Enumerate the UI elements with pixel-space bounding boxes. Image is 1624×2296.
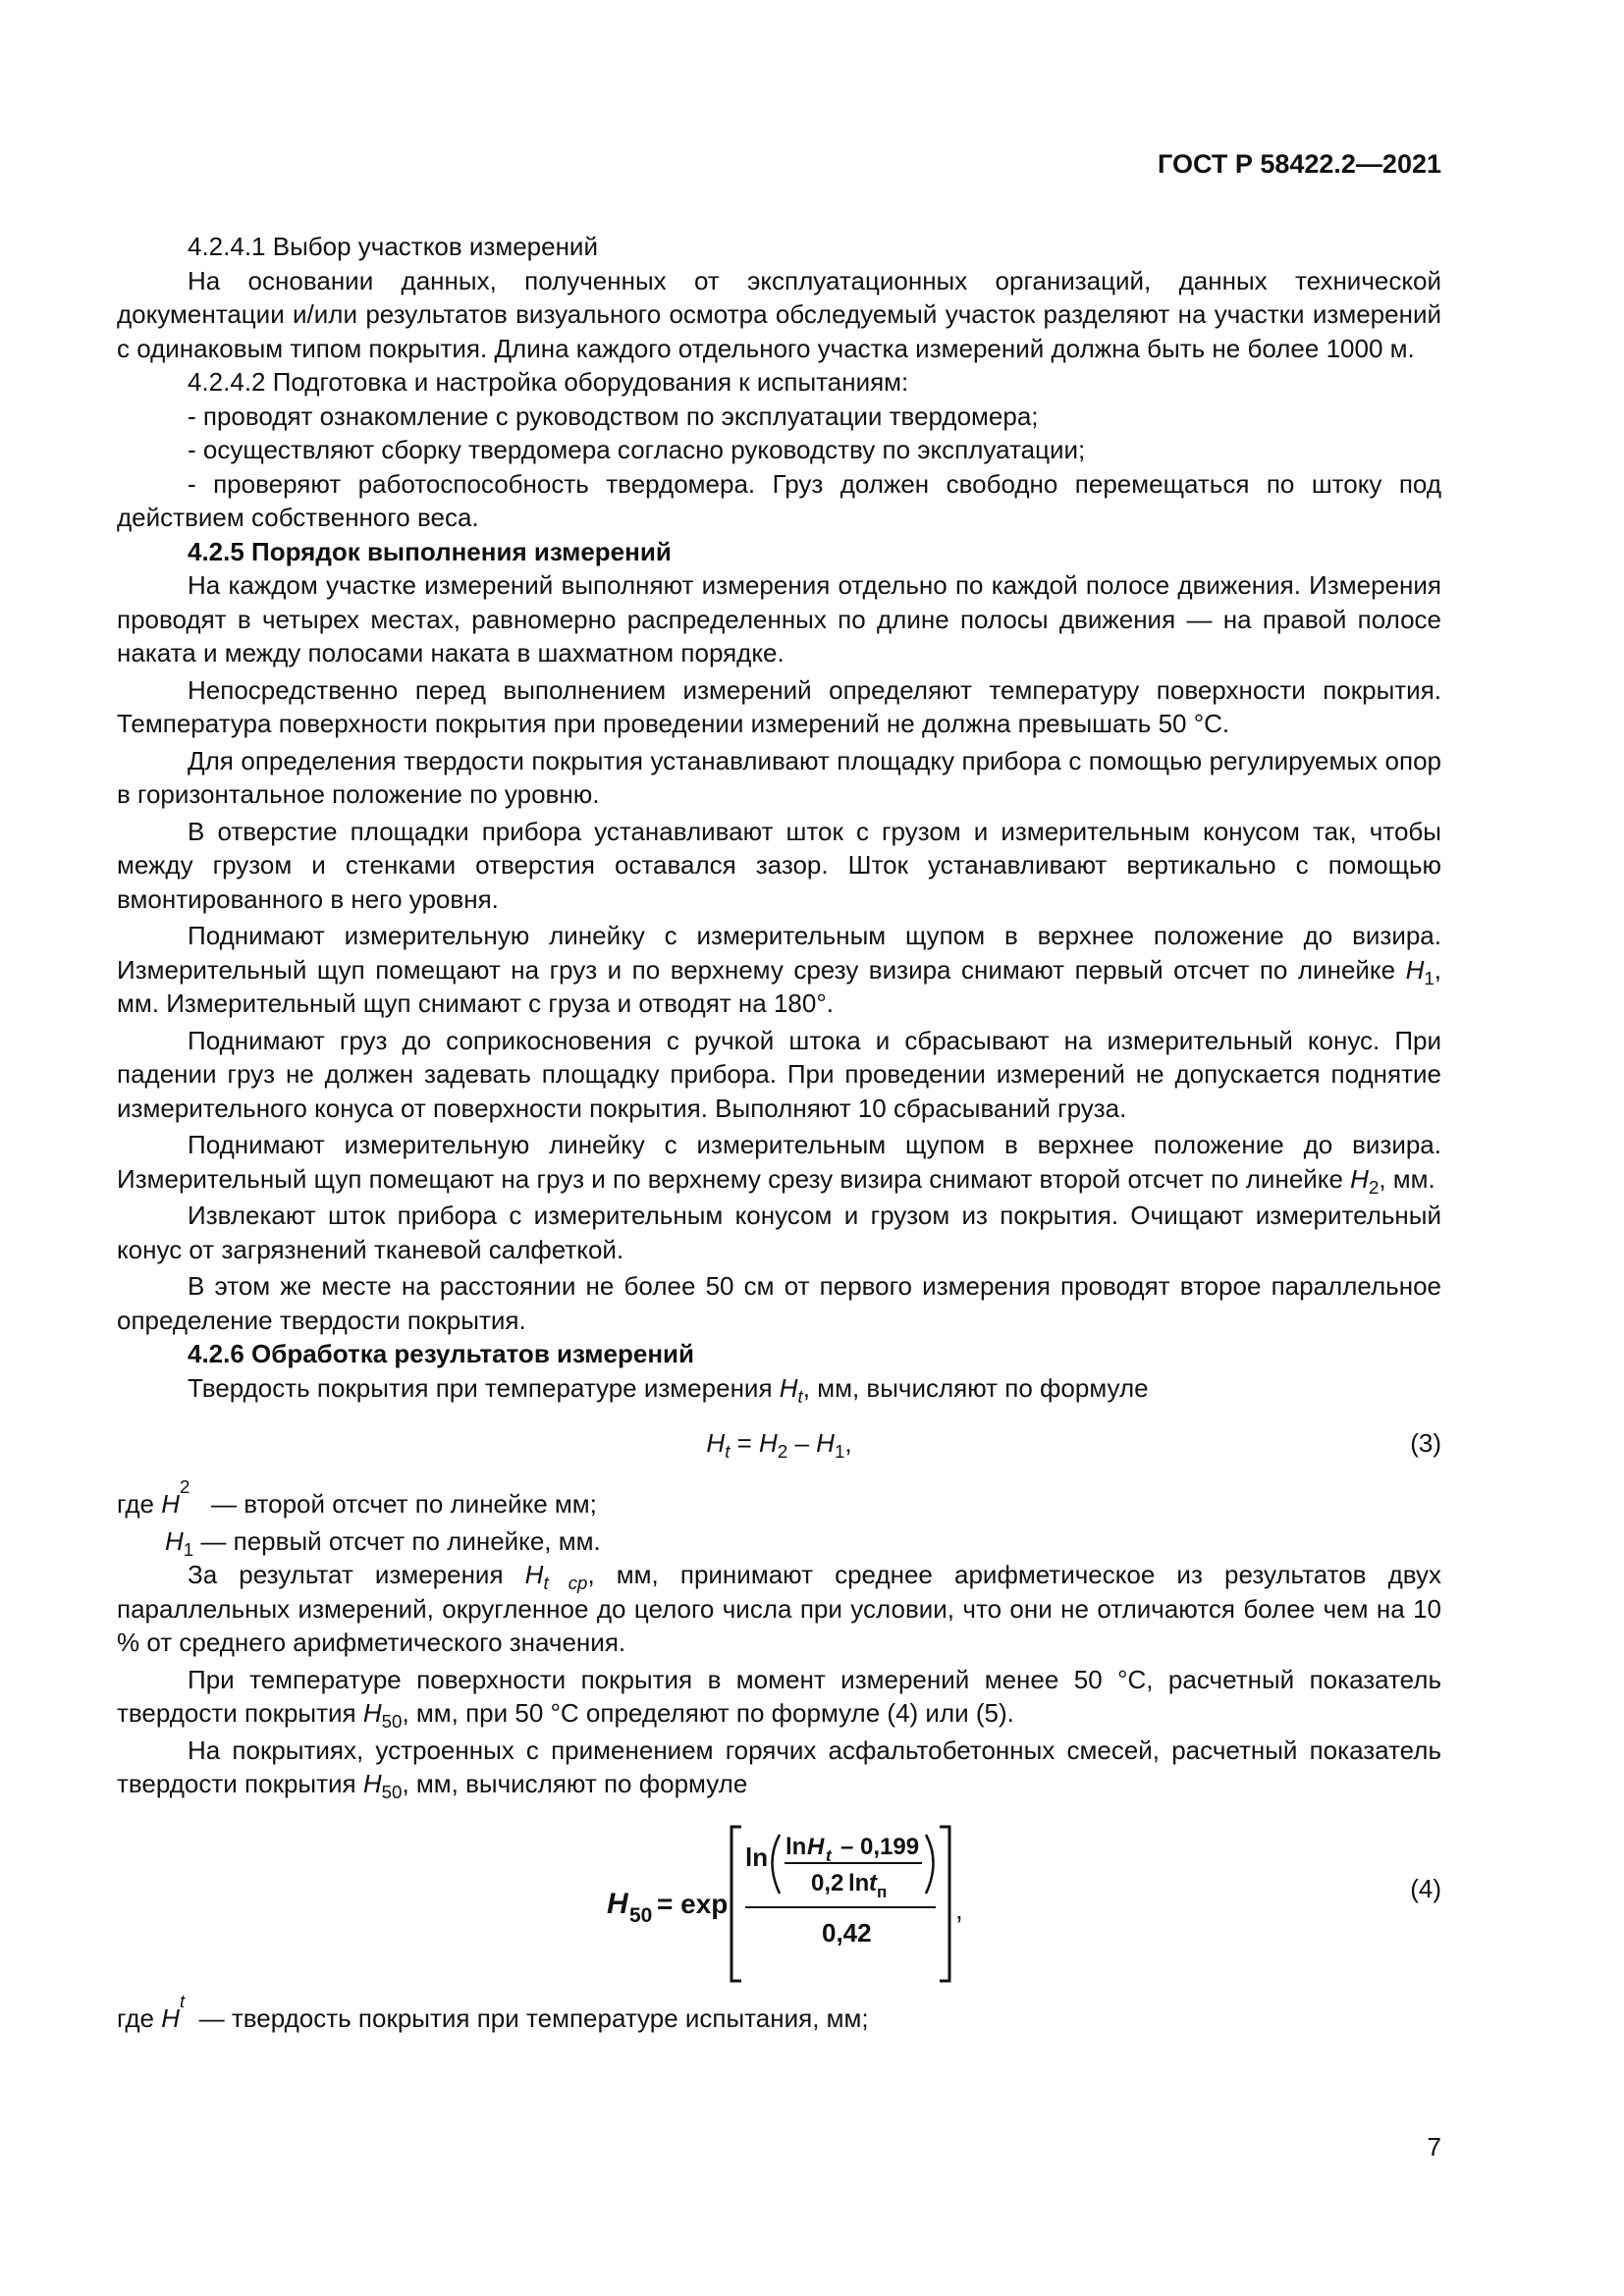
formula-4-graphic [117,1817,1441,1992]
formula-4-inner-den-ln: ln [848,1869,870,1896]
paragraph: Непосредственно перед выполнением измерений определяют температуру поверхности покрытия. Температура поверхности покрытия при проведении измерений не должна превышать 50 °С. [117,674,1441,738]
paragraph: В отверстие площадки прибора устанавливают шток с грузом и измерительным конусом так, чтобы между грузом и стенками отверстия оставался зазор. Шток устанавливают вертикально с помощью вмонтированного в него уровня. [117,816,1441,914]
paragraph: Извлекают шток прибора с измерительным конусом и грузом из покрытия. Очищают измерительный конус от загрязнений тканевой салфеткой. [117,1201,1441,1264]
paragraph: На покрытиях, устроенных с применением горячих асфальтобетонных смесей, расчетный показатель твердости покрытия $H_{50}$, мм, вычисляют по формуле [117,1735,1441,1802]
formula-4-exp: = exp [657,1888,729,1919]
page-number: 7 [1427,2132,1441,2162]
formula-4-inner-den-t-sub: п [877,1882,888,1901]
paragraph: За результат измерения $H_{t ср}$, мм, принимают среднее арифметическое из результатов двух параллельных измерений, округленное до целого числа при условии, что они не отличаются более чем на 10 % от среднего арифметического значения. [117,1560,1441,1657]
list-item: - осуществляют сборку твердомера согласно руководству по эксплуатации; [188,435,1086,464]
formula-4-inner-h: H [807,1833,825,1860]
formula-4 [117,1817,1441,1992]
paragraph: На основании данных, полученных от эксплуатационных организаций, данных технической документации и/или результатов визуального осмотра обследуемый участок разделяют на участки измерений с одинаковым типом покрытия. Длина каждого отдельного участка измерений должна быть не более 1000 м. [117,265,1441,363]
standard-number: ГОСТ Р 58422.2—2021 [1158,149,1441,179]
formula-4-lhs-sub: 50 [629,1903,653,1927]
formula-4-left-bracket [731,1827,741,1981]
page-content [117,230,1441,2035]
formula-4-number: (4) [1410,1873,1441,1903]
formula-4-inner-ln: ln [785,1833,807,1860]
where-h2: где H 2 — второй отсчет по линейке мм; [117,1476,597,1519]
paragraph: Поднимают измерительную линейку с измерительным щупом в верхнее положение до визира. Измерительный щуп помещают на груз и по верхнему срезу визира снимают первый отсчет по линейке $H_1$, мм. Измерительный щуп снимают с груза и отводят на 180°. [117,921,1441,1018]
formula-4-right-paren [926,1835,934,1894]
paragraph: Твердость покрытия при температуре измерения $H_t$, мм, вычисляют по формуле [188,1372,1149,1407]
section-heading-4-2-6: 4.2.6 Обработка результатов измерений [188,1339,694,1368]
where-h1: $H_1$ — первый отсчет по линейке, мм. [165,1525,601,1560]
formula-4-left-paren [773,1835,781,1894]
list-item: - проверяют работоспособность твердомера. Груз должен свободно перемещаться по штоку под действием собственного веса. [117,468,1441,532]
section-4-2-4-2-title: 4.2.4.2 Подготовка и настройка оборудования к испытаниям: [188,367,909,397]
paragraph: В этом же месте на расстоянии не более 50 см от первого измерения проводят второе параллельное определение твердости покрытия. [117,1271,1441,1335]
formula-4-inner-const: – 0,199 [840,1833,920,1860]
section-4-2-4-1-title: 4.2.4.1 Выбор участков измерений [188,232,598,261]
where-ht: где H t — твердость покрытия при температуре испытания, мм; [117,1990,869,2033]
formula-4-main-denominator: 0,42 [822,1917,872,1948]
paragraph: Поднимают измерительную линейку с измерительным щупом в верхнее положение до визира. Измерительный щуп помещают на груз и по верхнему срезу визира снимают второй отсчет по линейке $H_2$, мм. [117,1130,1441,1198]
formula-4-right-bracket [940,1827,949,1981]
formula-4-inner-h-sub: t [826,1845,832,1865]
formula-4-inner-den-coef: 0,2 [811,1869,844,1896]
formula-4-inner-den-t: t [869,1869,877,1896]
formula-4-lhs-h: H [607,1887,628,1920]
formula-3 [117,1405,1441,1483]
formula-4-comma: , [955,1894,963,1925]
formula-4-ln: ln [745,1842,769,1872]
paragraph: Для определения твердости покрытия устанавливают площадку прибора с помощью регулируемых опор в горизонтальное положение по уровню. [117,745,1441,809]
formula-3-number: (3) [1410,1428,1441,1458]
formula-3-body: $H_t = H_2 - H_1$, [706,1428,852,1462]
paragraph: Поднимают груз до соприкосновения с ручкой штока и сбрасывают на измерительный конус. При падении груз не должен задевать площадку прибора. При проведении измерений не допускается поднятие измерительного конуса от поверхности покрытия. Выполняют 10 сбрасываний груза. [117,1025,1441,1123]
section-heading-4-2-5: 4.2.5 Порядок выполнения измерений [188,536,672,566]
paragraph: На каждом участке измерений выполняют измерения отдельно по каждой полосе движения. Измерения проводят в четырех местах, равномерно распределенных по длине полосы движения — на правой полосе наката и между полосами наката в шахматном порядке. [117,570,1441,667]
list-item: - проводят ознакомление с руководством по эксплуатации твердомера; [188,400,1039,431]
paragraph: При температуре поверхности покрытия в момент измерений менее 50 °С, расчетный показатель твердости покрытия $H_{50}$, мм, при 50 °С определяют по формуле (4) или (5). [117,1664,1441,1732]
